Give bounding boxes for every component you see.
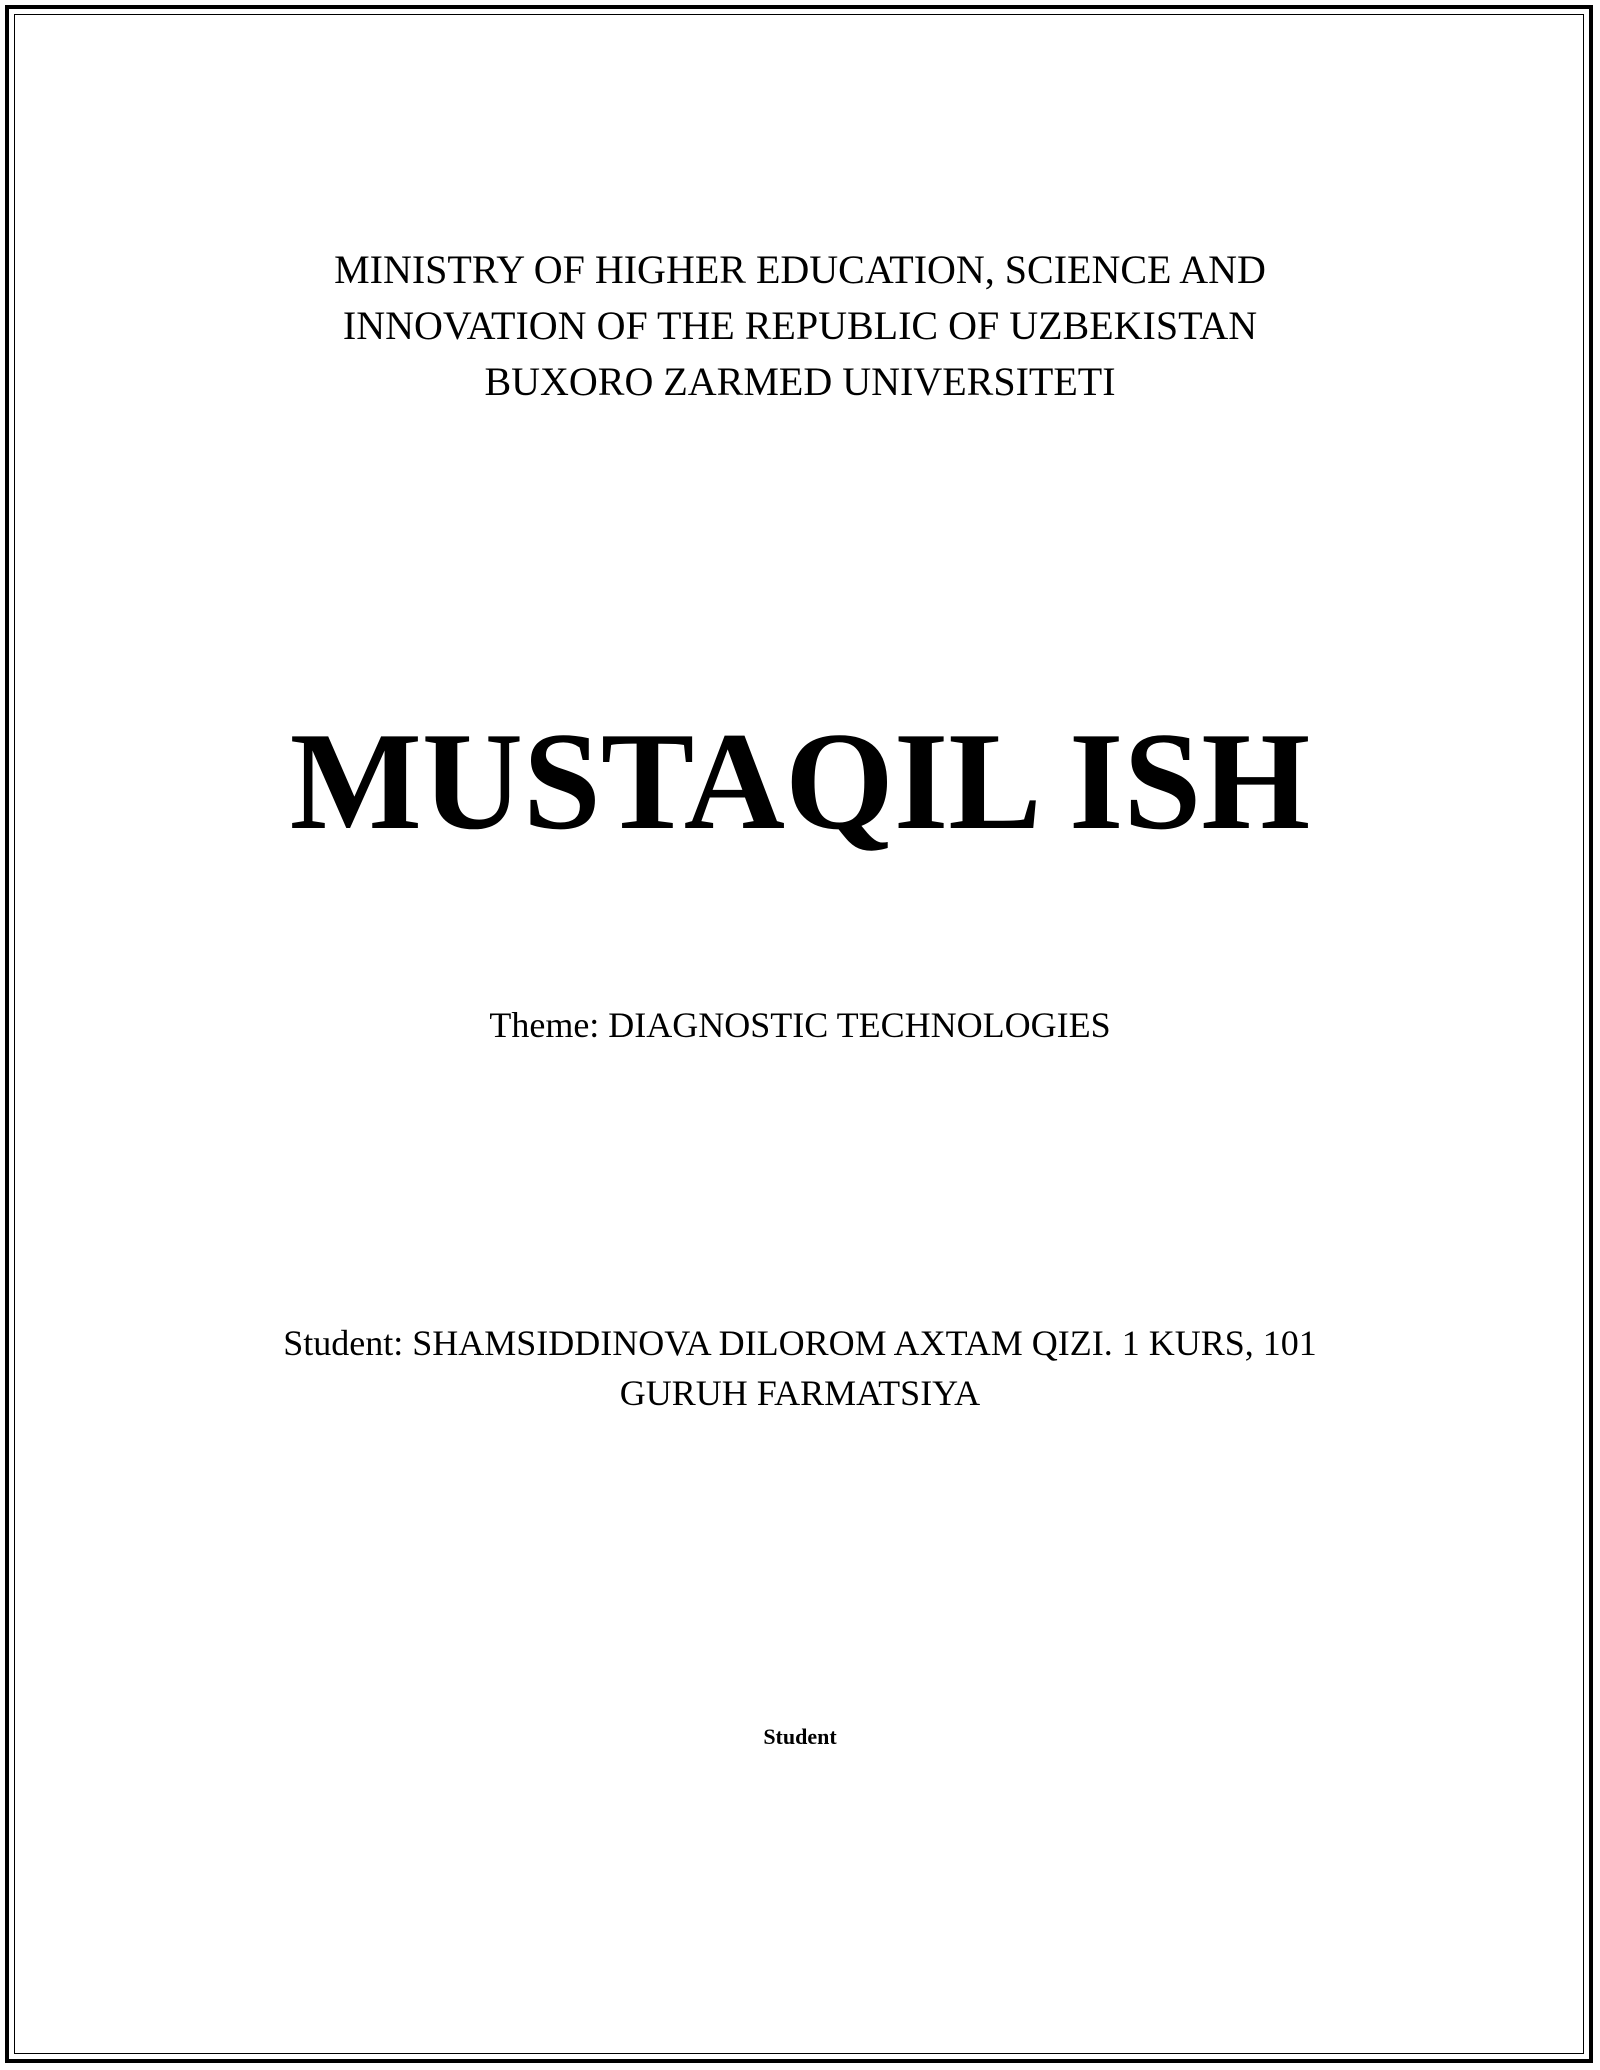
university-name: BUXORO ZARMED UNIVERSITETI — [484, 359, 1116, 404]
ministry-header-line: INNOVATION OF THE REPUBLIC OF UZBEKISTAN — [342, 303, 1258, 348]
student-info — [0, 1318, 1600, 1418]
theme-line: Theme: DIAGNOSTIC TECHNOLOGIES — [489, 1005, 1111, 1045]
student-label: Student — [763, 1724, 837, 1749]
ministry-header-line: MINISTRY OF HIGHER EDUCATION, SCIENCE AND — [334, 247, 1266, 292]
student-info-line: GURUH FARMATSIYA — [619, 1373, 981, 1413]
document-title: MUSTAQIL ISH — [289, 704, 1311, 859]
student-info-line: Student: SHAMSIDDINOVA DILOROM AXTAM QIZI. 1 KURS, 101 — [283, 1323, 1317, 1363]
ministry-header — [0, 242, 1600, 410]
